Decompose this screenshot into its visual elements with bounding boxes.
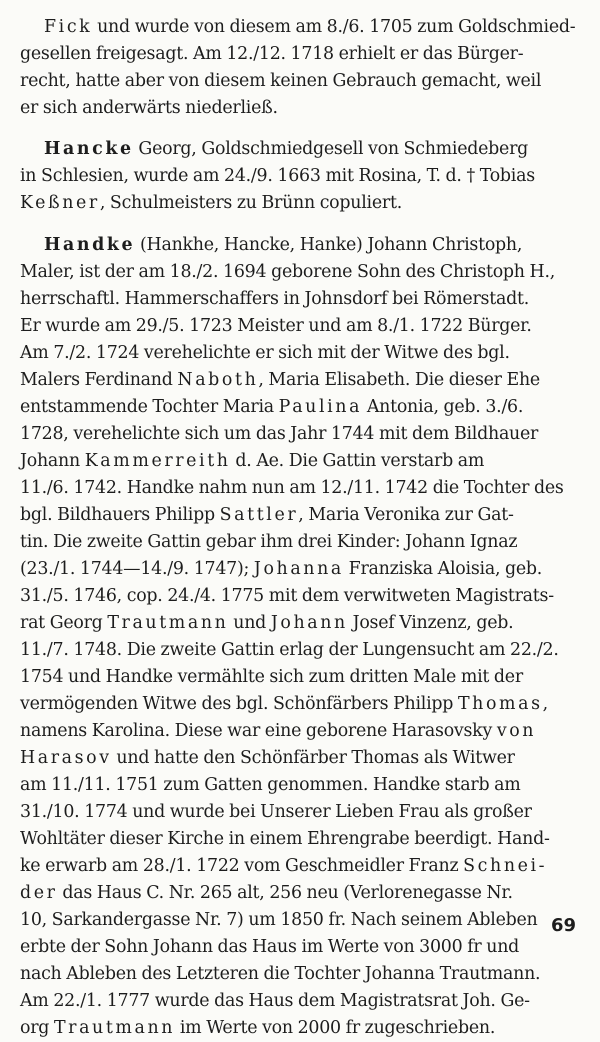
emphasized-name: Keßner [20,193,100,213]
text-line [20,637,580,664]
text-run: 11./7. 1748. Die zweite Gattin erlag der Lungensucht am 22./2. [20,640,559,660]
text-line [20,961,580,988]
text-line [20,772,580,799]
emphasized-name: Schnei- [463,856,548,876]
emphasized-name: Handke [44,235,136,255]
text-line [20,664,580,691]
text-run: Johann [20,451,85,471]
text-line [20,988,580,1015]
text-line [20,394,580,421]
page-number: 69 [550,915,576,936]
text-run: gesellen freigesagt. Am 12./12. 1718 erhielt er das Bürger- [20,44,524,64]
text-run: 11./6. 1742. Handke nahm nun am 12./11. 1742 die Tochter des [20,478,564,498]
emphasized-name: Harasov [20,748,112,768]
text-line [20,190,580,217]
emphasized-name: Thomas [457,694,543,714]
text-run: (23./1. 1744—14./9. 1747); [20,559,254,579]
text-run: , Maria Elisabeth. Die dieser Ehe [258,370,540,390]
emphasized-name: Trautmann [53,1018,176,1038]
text-run: rat Georg [20,613,108,633]
text-run: Franziska Aloisia, geb. [343,559,543,579]
emphasized-name: Naboth [177,370,259,390]
emphasized-name: der [20,883,58,903]
text-line [20,448,580,475]
text-line [20,502,580,529]
text-run: 31./10. 1774 und wurde bei Unserer Lieben Frau als großer [20,802,532,822]
text-line [20,475,580,502]
text-run: 31./5. 1746, cop. 24./4. 1775 mit dem verwitweten Magistrats- [20,586,554,606]
text-line [20,41,580,68]
paragraph-hancke-georg [20,136,580,217]
text-line [20,934,580,961]
text-run: Malers Ferdinand [20,370,178,390]
emphasized-name: Hancke [44,139,134,159]
text-run: , Schulmeisters zu Brünn copuliert. [99,193,402,213]
text-run: d. Ae. Die Gattin verstarb am [230,451,485,471]
text-run: herrschaftl. Hammerschaffers in Johnsdorf bei Römerstadt. [20,289,529,309]
text-run: Josef Vinzenz, geb. [347,613,514,633]
emphasized-name: Fick [44,17,93,37]
text-run: Wohltäter dieser Kirche in einem Ehrengrabe beerdigt. Hand- [20,829,550,849]
text-line [20,286,580,313]
text-run: Antonia, geb. 3./6. [362,397,524,417]
emphasized-name: Johanna [253,559,344,579]
emphasized-name: Sattler [219,505,299,525]
text-run: in Schlesien, wurde am 24./9. 1663 mit Rosina, T. d. † Tobias [20,166,535,186]
text-run: im Werte von 2000 fr zugeschrieben. [175,1018,496,1038]
text-line [20,691,580,718]
text-line [20,799,580,826]
text-line [20,95,580,122]
text-line [20,340,580,367]
paragraph-handke-johann-christoph [20,232,580,1042]
text-line [20,14,580,41]
text-run: erbte der Sohn Johann das Haus im Werte von 3000 fr und [20,937,520,957]
text-run: und wurde von diesem am 8./6. 1705 zum Goldschmied- [92,17,576,37]
text-run: Georg, Goldschmiedgesell von Schmiedeberg [133,139,529,159]
text-run: entstammende Tochter Maria [20,397,279,417]
text-line [20,313,580,340]
text-run: Maler, ist der am 18./2. 1694 geborene Sohn des Christoph H., [20,262,556,282]
text-run: 10, Sarkandergasse Nr. 7) um 1850 fr. Nach seinem Ableben [20,910,538,930]
text-run: namens Karolina. Diese war eine geborene Harasovsky [20,721,497,741]
paragraph-fick [20,14,580,122]
text-run: Am 22./1. 1777 wurde das Haus dem Magistratsrat Joh. Ge- [20,991,530,1011]
emphasized-name: Trautmann [107,613,229,633]
emphasized-name: Kammerreith [84,451,231,471]
text-run: recht, hatte aber von diesem keinen Gebrauch gemacht, weil [20,71,542,91]
text-line [20,880,580,907]
text-run: , [542,694,548,714]
text-line [20,367,580,394]
text-run: nach Ableben des Letzteren die Tochter Johanna Trautmann. [20,964,541,984]
text-run: (Hankhe, Hancke, Hanke) Johann Christoph, [135,235,523,255]
text-run: ke erwarb am 28./1. 1722 vom Geschmeidler Franz [20,856,464,876]
text-line [20,529,580,556]
text-run: 1728, verehelichte sich um das Jahr 1744 mit dem Bildhauer [20,424,539,444]
text-run: vermögenden Witwe des bgl. Schönfärbers Philipp [20,694,458,714]
text-line [20,907,580,934]
text-line [20,232,580,259]
text-run: bgl. Bildhauers Philipp [20,505,220,525]
text-run: Am 7./2. 1724 verehelichte er sich mit der Witwe des bgl. [20,343,510,363]
text-line [20,826,580,853]
emphasized-name: Paulina [278,397,363,417]
text-run: und [228,613,271,633]
text-run: er sich anderwärts niederließ. [20,98,278,118]
text-run: das Haus C. Nr. 265 alt, 256 neu (Verlorenegasse Nr. [57,883,513,903]
text-run: Er wurde am 29./5. 1723 Meister und am 8./1. 1722 Bürger. [20,316,532,336]
text-line [20,259,580,286]
text-line [20,853,580,880]
text-line [20,136,580,163]
text-run: tin. Die zweite Gattin gebar ihm drei Kinder: Johann Ignaz [20,532,518,552]
text-run: 1754 und Handke vermählte sich zum dritten Male mit der [20,667,523,687]
text-line [20,556,580,583]
text-run: und hatte den Schönfärber Thomas als Witwer [111,748,515,768]
text-run: am 11./11. 1751 zum Gatten genommen. Handke starb am [20,775,521,795]
emphasized-name: Johann [270,613,348,633]
text-run: , Maria Veronika zur Gat- [298,505,514,525]
text-line [20,421,580,448]
text-line [20,610,580,637]
text-line [20,583,580,610]
text-line [20,745,580,772]
text-line [20,718,580,745]
text-run: org [20,1018,54,1038]
text-line [20,1015,580,1042]
text-line [20,68,580,95]
text-line [20,163,580,190]
emphasized-name: von [496,721,537,741]
